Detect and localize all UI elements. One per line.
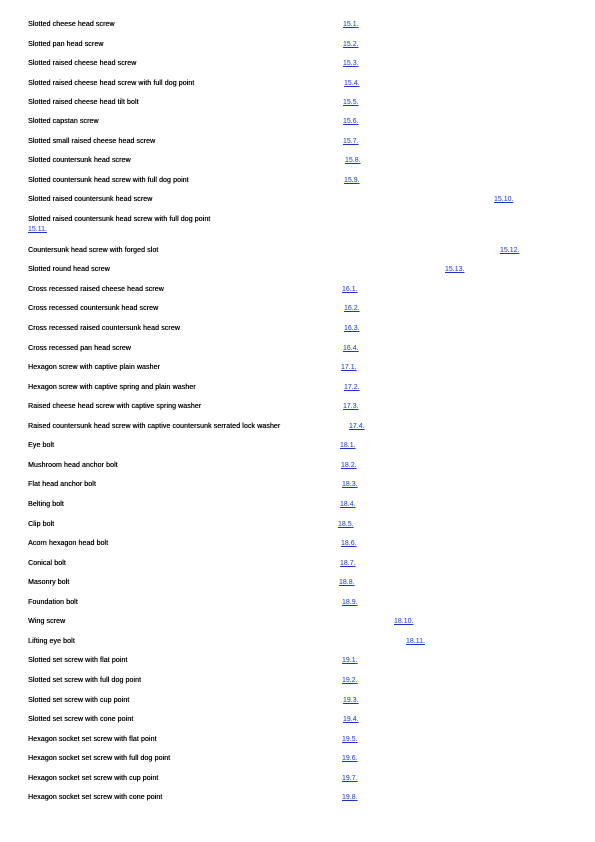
section-ref-number: 16.4 — [343, 345, 357, 352]
section-ref-number: 16.2 — [344, 305, 358, 312]
section-ref-punct: . — [356, 118, 359, 125]
entry-title: Hexagon socket set screw with cup point — [28, 775, 159, 782]
section-ref-number: 18.9 — [342, 599, 356, 606]
section-ref-punct: . — [355, 286, 358, 293]
section-ref-link[interactable] — [406, 637, 425, 646]
section-ref-link[interactable] — [341, 461, 357, 470]
section-ref-number: 18.6 — [341, 540, 355, 547]
entry-title: Slotted capstan screw — [28, 118, 99, 125]
toc-entry — [0, 324, 595, 342]
section-ref-punct: . — [353, 501, 356, 508]
entry-title: Raised cheese head screw with captive spring washer — [28, 403, 202, 410]
section-ref-link[interactable] — [340, 441, 356, 450]
section-ref-punct: . — [356, 99, 359, 106]
section-ref-link[interactable] — [342, 598, 358, 607]
toc-entry — [0, 715, 595, 733]
section-ref-link[interactable] — [342, 735, 358, 744]
section-ref-link[interactable] — [445, 265, 464, 274]
entry-title: Countersunk head screw with forged slot — [28, 247, 159, 254]
toc-entry — [0, 500, 595, 518]
section-ref-number: 15.8 — [345, 157, 359, 164]
toc-entry — [0, 735, 595, 753]
section-ref-number: 18.8 — [339, 579, 353, 586]
toc-entry — [0, 559, 595, 577]
entry-title: Conical bolt — [28, 560, 66, 567]
section-ref-punct: . — [354, 462, 357, 469]
toc-entry — [0, 598, 595, 616]
entry-title: Cross recessed pan head screw — [28, 345, 131, 352]
entry-title: Raised countersunk head screw with captive countersunk serrated lock washer — [28, 423, 281, 430]
section-ref-number: 18.11 — [406, 638, 423, 645]
section-ref-punct: . — [357, 305, 360, 312]
toc-entry — [0, 176, 595, 194]
section-ref-link[interactable] — [343, 117, 359, 126]
entry-title: Acorn hexagon head bolt — [28, 540, 109, 547]
section-ref-link[interactable] — [343, 715, 359, 724]
section-ref-number: 18.1 — [340, 442, 354, 449]
entry-title: Cross recessed countersunk head screw — [28, 305, 159, 312]
entry-title: Hexagon socket set screw with cone point — [28, 794, 163, 801]
section-ref-number: 18.7 — [340, 560, 354, 567]
section-ref-number: 15.11 — [28, 226, 45, 233]
toc-entry — [0, 637, 595, 655]
section-ref-number: 19.6 — [342, 755, 356, 762]
entry-title: Cross recessed raised countersunk head screw — [28, 325, 180, 332]
toc-entry — [0, 40, 595, 58]
section-ref-number: 19.3 — [343, 697, 357, 704]
entry-title: Clip bolt — [28, 521, 55, 528]
section-ref-punct: . — [462, 266, 465, 273]
toc-entry — [0, 520, 595, 538]
section-ref-link[interactable] — [349, 422, 365, 431]
toc-entry — [0, 793, 595, 811]
section-ref-number: 15.4 — [344, 80, 358, 87]
entry-title: Hexagon socket set screw with full dog point — [28, 755, 171, 762]
section-ref-number: 15.12 — [500, 247, 518, 254]
toc-entry — [0, 441, 595, 459]
toc-entry — [0, 59, 595, 77]
toc-entry — [0, 215, 595, 233]
toc-entry — [0, 20, 595, 38]
section-ref-punct: . — [357, 177, 360, 184]
toc-entry — [0, 461, 595, 479]
section-ref-number: 17.2 — [344, 384, 358, 391]
section-ref-punct: . — [355, 736, 358, 743]
section-ref-link[interactable] — [340, 559, 356, 568]
section-ref-link[interactable] — [343, 59, 359, 68]
section-ref-link[interactable] — [342, 676, 358, 685]
toc-entry — [0, 246, 595, 264]
section-ref-number: 15.2 — [343, 41, 357, 48]
section-ref-punct: . — [353, 442, 356, 449]
toc-entry — [0, 265, 595, 283]
entry-title: Belting bolt — [28, 501, 64, 508]
entry-title: Slotted raised cheese head tilt bolt — [28, 99, 139, 106]
entry-title: Slotted round head screw — [28, 266, 110, 273]
section-ref-link[interactable] — [394, 617, 413, 626]
section-ref-link[interactable] — [28, 225, 47, 234]
section-ref-punct: . — [511, 196, 514, 203]
section-ref-link[interactable] — [341, 539, 357, 548]
toc-entry — [0, 774, 595, 792]
entry-title: Slotted set screw with flat point — [28, 657, 128, 664]
section-ref-number: 17.1 — [341, 364, 355, 371]
section-ref-link[interactable] — [344, 324, 360, 333]
toc-entry — [0, 98, 595, 116]
entry-title: Masonry bolt — [28, 579, 70, 586]
toc-entry — [0, 578, 595, 596]
section-ref-punct: . — [517, 247, 520, 254]
toc-entry — [0, 304, 595, 322]
entry-title: Hexagon screw with captive spring and plain washer — [28, 384, 196, 391]
section-ref-number: 15.5 — [343, 99, 357, 106]
section-ref-number: 16.1 — [342, 286, 356, 293]
section-ref-punct: . — [411, 618, 414, 625]
section-ref-number: 18.2 — [341, 462, 355, 469]
section-ref-number: 17.4 — [349, 423, 363, 430]
section-ref-punct: . — [358, 157, 361, 164]
section-ref-link[interactable] — [343, 402, 359, 411]
section-ref-punct: . — [354, 540, 357, 547]
section-ref-punct: . — [351, 521, 354, 528]
toc-entry — [0, 344, 595, 362]
section-ref-punct: . — [352, 579, 355, 586]
entry-title: Eye bolt — [28, 442, 55, 449]
entry-title: Wing screw — [28, 618, 66, 625]
section-ref-number: 18.3 — [342, 481, 356, 488]
section-ref-number: 18.10 — [394, 618, 412, 625]
section-ref-link[interactable] — [344, 176, 360, 185]
section-ref-link[interactable] — [494, 195, 513, 204]
entry-title: Hexagon socket set screw with flat point — [28, 736, 157, 743]
section-ref-punct: . — [356, 716, 359, 723]
section-ref-link[interactable] — [344, 79, 360, 88]
toc-entry — [0, 402, 595, 420]
entry-title: Cross recessed raised cheese head screw — [28, 286, 164, 293]
toc-entry — [0, 383, 595, 401]
section-ref-punct: . — [356, 345, 359, 352]
toc-entry — [0, 656, 595, 674]
toc-entry — [0, 117, 595, 135]
section-ref-punct: . — [356, 138, 359, 145]
section-ref-link[interactable] — [343, 137, 359, 146]
toc-entry — [0, 676, 595, 694]
toc-entry — [0, 79, 595, 97]
section-ref-link[interactable] — [341, 363, 357, 372]
entry-title: Slotted cheese head screw — [28, 21, 115, 28]
toc-entry — [0, 363, 595, 381]
section-ref-link[interactable] — [340, 500, 356, 509]
section-ref-link[interactable] — [342, 285, 358, 294]
entry-title: Mushroom head anchor bolt — [28, 462, 118, 469]
entry-title: Slotted small raised cheese head screw — [28, 138, 156, 145]
section-ref-number: 15.13 — [445, 266, 463, 273]
section-ref-number: 15.3 — [343, 60, 357, 67]
toc-entry — [0, 422, 595, 440]
section-ref-link[interactable] — [342, 480, 358, 489]
section-ref-punct: . — [355, 677, 358, 684]
toc-entry — [0, 754, 595, 772]
entry-title: Slotted raised countersunk head screw with full dog point — [28, 216, 211, 223]
section-ref-number: 19.1 — [342, 657, 356, 664]
entry-title: Lifting eye bolt — [28, 638, 75, 645]
entry-title: Slotted raised cheese head screw with full dog point — [28, 80, 195, 87]
section-ref-number: 15.9 — [344, 177, 358, 184]
section-ref-punct: . — [354, 364, 357, 371]
toc-entry — [0, 617, 595, 635]
section-ref-number: 19.7 — [342, 775, 356, 782]
section-ref-link[interactable] — [343, 98, 359, 107]
section-ref-punct: . — [356, 21, 359, 28]
section-ref-punct: . — [45, 226, 47, 233]
section-ref-link[interactable] — [342, 656, 358, 665]
section-ref-number: 17.3 — [343, 403, 357, 410]
section-ref-link[interactable] — [344, 383, 360, 392]
toc-entry — [0, 156, 595, 174]
entry-title: Flat head anchor bolt — [28, 481, 96, 488]
entry-title: Slotted set screw with full dog point — [28, 677, 142, 684]
section-ref-punct: . — [353, 560, 356, 567]
entry-title: Slotted pan head screw — [28, 41, 104, 48]
section-ref-punct: . — [356, 697, 359, 704]
section-ref-link[interactable] — [342, 754, 358, 763]
section-ref-number: 19.4 — [343, 716, 357, 723]
entry-title: Slotted set screw with cup point — [28, 697, 130, 704]
section-ref-punct: . — [356, 60, 359, 67]
section-ref-number: 15.6 — [343, 118, 357, 125]
section-ref-number: 15.7 — [343, 138, 357, 145]
section-ref-link[interactable] — [500, 246, 519, 255]
entry-title: Hexagon screw with captive plain washer — [28, 364, 160, 371]
section-ref-punct: . — [355, 755, 358, 762]
section-ref-number: 19.8 — [342, 794, 356, 801]
section-ref-number: 15.1 — [343, 21, 357, 28]
section-ref-punct: . — [355, 775, 358, 782]
toc-entry — [0, 480, 595, 498]
section-ref-punct: . — [356, 41, 359, 48]
section-ref-punct: . — [355, 481, 358, 488]
section-ref-link[interactable] — [344, 304, 360, 313]
section-ref-link[interactable] — [339, 578, 355, 587]
section-ref-punct: . — [362, 423, 365, 430]
toc-entry — [0, 696, 595, 714]
toc-entry — [0, 137, 595, 155]
section-ref-number: 18.5 — [338, 521, 352, 528]
section-ref-punct: . — [357, 80, 360, 87]
section-ref-number: 19.2 — [342, 677, 356, 684]
section-ref-number: 18.4 — [340, 501, 354, 508]
section-ref-punct: . — [355, 794, 358, 801]
section-ref-link[interactable] — [342, 793, 358, 802]
section-ref-punct: . — [355, 657, 358, 664]
entry-title: Slotted set screw with cone point — [28, 716, 134, 723]
section-ref-number: 15.10 — [494, 196, 512, 203]
section-ref-link[interactable] — [343, 40, 359, 49]
entry-title: Foundation bolt — [28, 599, 78, 606]
toc-entry — [0, 285, 595, 303]
section-ref-link[interactable] — [343, 20, 359, 29]
section-ref-link[interactable] — [342, 774, 358, 783]
entry-title: Slotted raised countersunk head screw — [28, 196, 153, 203]
toc-entry — [0, 539, 595, 557]
section-ref-link[interactable] — [343, 696, 359, 705]
entry-title: Slotted countersunk head screw — [28, 157, 131, 164]
section-ref-link[interactable] — [345, 156, 361, 165]
entry-title: Slotted raised cheese head screw — [28, 60, 137, 67]
section-ref-punct: . — [356, 403, 359, 410]
section-ref-punct: . — [357, 325, 360, 332]
section-ref-punct: . — [357, 384, 360, 391]
entry-title: Slotted countersunk head screw with full dog point — [28, 177, 189, 184]
section-ref-number: 16.3 — [344, 325, 358, 332]
section-ref-punct: . — [423, 638, 425, 645]
section-ref-link[interactable] — [338, 520, 354, 529]
toc-entry — [0, 195, 595, 213]
section-ref-link[interactable] — [343, 344, 359, 353]
section-ref-number: 19.5 — [342, 736, 356, 743]
section-ref-punct: . — [355, 599, 358, 606]
